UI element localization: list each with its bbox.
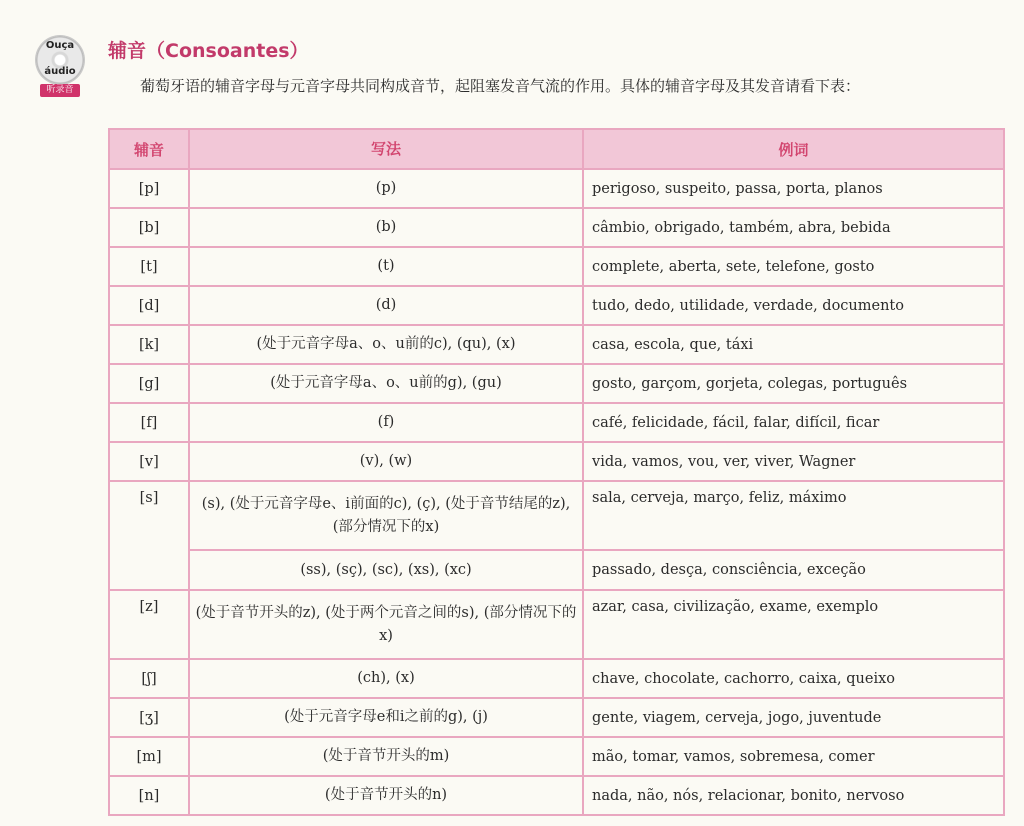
audio-badge[interactable] <box>30 36 90 96</box>
badge-bottom-text: áudio <box>44 66 76 77</box>
sound-cell: [p] <box>109 169 189 208</box>
header-examples: 例词 <box>583 129 1004 169</box>
intro-paragraph: 葡萄牙语的辅音字母与元音字母共同构成音节，起阻塞发音气流的作用。具体的辅音字母及其发音请看下表： <box>140 77 861 95</box>
header-sound: 辅音 <box>109 129 189 169</box>
table-row <box>109 698 1004 737</box>
consonant-table <box>108 128 1005 816</box>
examples-cell: mão, tomar, vamos, sobremesa, comer <box>583 737 1004 776</box>
table-row <box>109 325 1004 364</box>
table-row <box>109 659 1004 698</box>
examples-cell: sala, cerveja, março, feliz, máximo <box>583 481 1004 550</box>
sound-cell: [t] <box>109 247 189 286</box>
spelling-cell: (处于音节开头的m) <box>189 737 583 776</box>
spelling-cell: (处于元音字母a、o、u前的c), (qu), (x) <box>189 325 583 364</box>
sound-cell: [n] <box>109 776 189 815</box>
examples-cell: gente, viagem, cerveja, jogo, juventude <box>583 698 1004 737</box>
examples-cell: casa, escola, que, táxi <box>583 325 1004 364</box>
spelling-cell: (s), (处于元音字母e、i前面的c), (ç), (处于音节结尾的z), (部分情况下的x) <box>189 481 583 550</box>
badge-top-text: Ouça <box>45 40 75 51</box>
sound-cell: [m] <box>109 737 189 776</box>
spelling-cell: (ss), (sç), (sc), (xs), (xc) <box>189 550 583 590</box>
spelling-cell: (处于元音字母a、o、u前的g), (gu) <box>189 364 583 403</box>
table-row <box>109 481 1004 550</box>
table-row <box>109 776 1004 815</box>
sound-cell: [g] <box>109 364 189 403</box>
examples-cell: complete, aberta, sete, telefone, gosto <box>583 247 1004 286</box>
table-row <box>109 442 1004 481</box>
sound-cell: [z] <box>109 590 189 659</box>
table-row <box>109 364 1004 403</box>
examples-cell: nada, não, nós, relacionar, bonito, nervoso <box>583 776 1004 815</box>
sound-cell: [f] <box>109 403 189 442</box>
spelling-cell: (处于元音字母e和i之前的g), (j) <box>189 698 583 737</box>
header-spelling: 写法 <box>189 129 583 169</box>
section-heading: 辅音（Consoantes） <box>108 40 309 62</box>
examples-cell: câmbio, obrigado, também, abra, bebida <box>583 208 1004 247</box>
spelling-cell: (d) <box>189 286 583 325</box>
examples-cell: passado, desça, consciência, exceção <box>583 550 1004 590</box>
table-row <box>109 590 1004 659</box>
spelling-cell: (t) <box>189 247 583 286</box>
spelling-cell: (p) <box>189 169 583 208</box>
table-header-row <box>109 129 1004 169</box>
examples-cell: café, felicidade, fácil, falar, difícil, ficar <box>583 403 1004 442</box>
badge-tag[interactable]: 听录音 <box>40 84 80 97</box>
table-row <box>109 208 1004 247</box>
examples-cell: chave, chocolate, cachorro, caixa, queixo <box>583 659 1004 698</box>
spelling-cell: (ch), (x) <box>189 659 583 698</box>
table-row <box>109 247 1004 286</box>
spelling-cell: (处于音节开头的z), (处于两个元音之间的s), (部分情况下的x) <box>189 590 583 659</box>
sound-cell: [ʃ] <box>109 659 189 698</box>
sound-cell: [b] <box>109 208 189 247</box>
table-row <box>109 286 1004 325</box>
spelling-cell: (b) <box>189 208 583 247</box>
sound-cell: [d] <box>109 286 189 325</box>
examples-cell: perigoso, suspeito, passa, porta, planos <box>583 169 1004 208</box>
table-row <box>109 403 1004 442</box>
examples-cell: azar, casa, civilização, exame, exemplo <box>583 590 1004 659</box>
examples-cell: vida, vamos, vou, ver, viver, Wagner <box>583 442 1004 481</box>
table-row <box>109 169 1004 208</box>
spelling-cell: (处于音节开头的n) <box>189 776 583 815</box>
table-row <box>109 550 1004 590</box>
examples-cell: tudo, dedo, utilidade, verdade, documento <box>583 286 1004 325</box>
sound-cell: [k] <box>109 325 189 364</box>
table-row <box>109 737 1004 776</box>
sound-cell: [s] <box>109 481 189 590</box>
sound-cell: [v] <box>109 442 189 481</box>
sound-cell: [ʒ] <box>109 698 189 737</box>
spelling-cell: (f) <box>189 403 583 442</box>
spelling-cell: (v), (w) <box>189 442 583 481</box>
examples-cell: gosto, garçom, gorjeta, colegas, português <box>583 364 1004 403</box>
